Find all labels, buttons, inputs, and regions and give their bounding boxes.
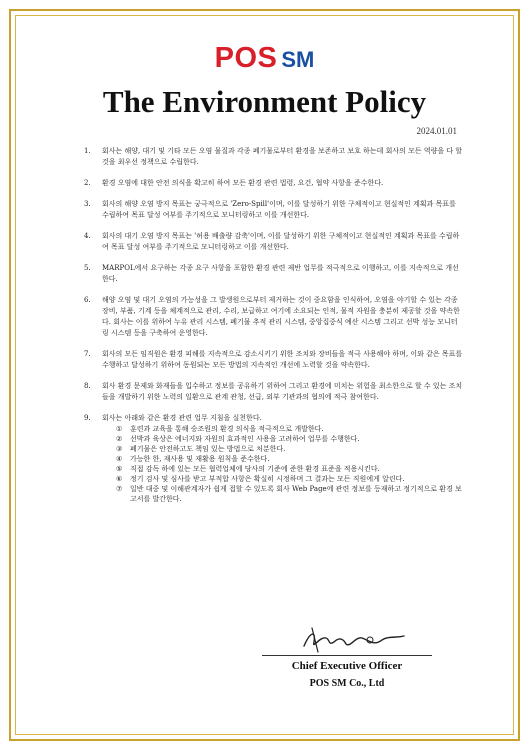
item-number: 6. [84,296,91,304]
item-text: 회사의 대기 오염 방지 목표는 '허용 배출량 감축'이며, 이를 달성하기 위한 구체적이고 현실적인 계획과 목표를 수립하여 목표 달성 여부를 주기적으로 모니터링하고 이를 개선한다. [102,232,460,251]
policy-item-8 [84,381,464,403]
item-number: 5. [84,264,91,272]
guideline-item [116,454,464,464]
page-title: The Environment Policy [102,84,427,119]
item-number: 3. [84,200,91,208]
company-name: POS SM Co., Ltd [309,678,385,689]
signer-title: Chief Executive Officer [291,660,403,672]
item-text: 회사 환경 문제와 화재들을 입수하고 정보를 공유하기 위하여 그리고 환경에 미치는 위험을 최소한으로 할 수 있는 조치들을 개발하기 위한 노력의 일환으로 관계 관청, 선급, 외부 기관과의 협의에 적극 참여한다. [102,382,463,401]
logo-pos: POS [214,42,278,74]
guideline-mark: ② [116,435,123,443]
item-number: 1. [84,147,91,155]
guideline-item [116,464,464,474]
signature-line [262,655,432,656]
item-text: 회사는 아래와 같은 환경 관련 업무 지침을 실천한다. [102,414,262,422]
policy-item-1 [84,146,464,168]
pos-sm-logo [0,42,529,75]
item-text: 환경 오염에 대한 안전 의식을 확고히 하여 모든 환경 관련 법령, 요건, 협약 사항을 준수한다. [102,179,384,187]
guideline-text: 선박과 육상은 에너지와 자원의 효과적인 사용을 고려하여 업무를 수행한다. [130,435,360,443]
guideline-text: 정기 검사 및 심사를 받고 부적합 사항은 확실히 시정하며 그 결과는 모든 직원에게 알린다. [130,475,405,483]
guideline-text: 훈련과 교육을 통해 승조원의 환경 의식을 적극적으로 개발한다. [130,425,324,433]
policy-item-6 [84,295,464,339]
policy-item-3 [84,199,464,221]
ceo-signature [300,624,410,656]
guideline-text: 가능한 한, 재사용 및 재활용 원칙을 준수한다. [130,455,270,463]
guideline-mark: ① [116,425,123,433]
item-number: 9. [84,414,91,422]
guideline-text: 폐기물은 안전하고도 책임 있는 방법으로 처분한다. [130,445,286,453]
guideline-mark: ⑥ [116,475,123,483]
guideline-mark: ⑦ [116,485,123,493]
guideline-item [116,484,464,504]
guideline-item [116,424,464,434]
policy-item-5 [84,263,464,285]
policy-item-4 [84,231,464,253]
item-number: 7. [84,350,91,358]
guideline-list [102,424,464,504]
policy-item-7 [84,349,464,371]
guideline-mark: ③ [116,445,123,453]
item-number: 2. [84,179,91,187]
policy-date: 2024.01.01 [416,126,457,136]
policy-list [84,146,464,514]
item-number: 8. [84,382,91,390]
item-text: 회사는 해양, 대기 및 기타 모든 오염 물질과 각종 폐기물로부터 환경을 보존하고 보호 하는데 회사의 모든 역량을 다 할 것을 최우선 정책으로 수립한다. [102,147,463,166]
item-text: 회사의 모든 임직원은 환경 피해를 지속적으로 감소시키기 위한 조치와 장비들을 적극 사용해야 하며, 이와 같은 목표를 수행하고 달성하기 위하여 동원되는 모든 방법의 지속적인 개선에 노력할 것을 약속한다. [102,350,463,369]
guideline-item [116,434,464,444]
guideline-mark: ⑤ [116,465,123,473]
guideline-text: 직접 감독 하에 있는 모든 협력업체에 당사의 기준에 준한 환경 표준을 적용시킨다. [130,465,380,473]
item-number: 4. [84,232,91,240]
guideline-text: 일반 대중 및 이해관계자가 쉽게 접할 수 있도록 회사 Web Page에 관련 정보를 등재하고 정기적으로 환경 보고서를 발간한다. [130,485,462,503]
item-text: MARPOL에서 요구하는 각종 요구 사항을 포함한 환경 관련 제반 업무를 적극적으로 이행하고, 이를 지속적으로 개선한다. [102,264,459,283]
policy-item-9 [84,413,464,504]
item-text: 회사의 해양 오염 방지 목표는 궁극적으로 'Zero-Spill'이며, 이를 달성하기 위한 구체적이고 현실적인 계획과 목표를 수립하여 목표 달성 여부를 주기적으로 모니터링하고 이를 개선한다. [102,200,456,219]
logo-sm: SM [281,47,315,72]
guideline-mark: ④ [116,455,123,463]
policy-item-2 [84,178,464,189]
guideline-item [116,444,464,454]
guideline-item [116,474,464,484]
item-text: 해양 오염 및 대기 오염의 가능성을 그 발생원으로부터 제거하는 것이 중요함을 인식하여, 오염을 야기할 수 있는 각종 장비, 부품, 기계 등을 체계적으로 관리, 수리, 보급하고 여기에 소요되는 인적, 물적 자원을 충분히 제공할 것을 약속한다. 회사는 이를 위하여 누유 관리 시스템, 폐기물 추적 관리 시스템, 중앙집중식 예산 시스템 그리고 선박 성능 모니터링 시스템 등을 구축하여 운영한다. [102,296,460,337]
